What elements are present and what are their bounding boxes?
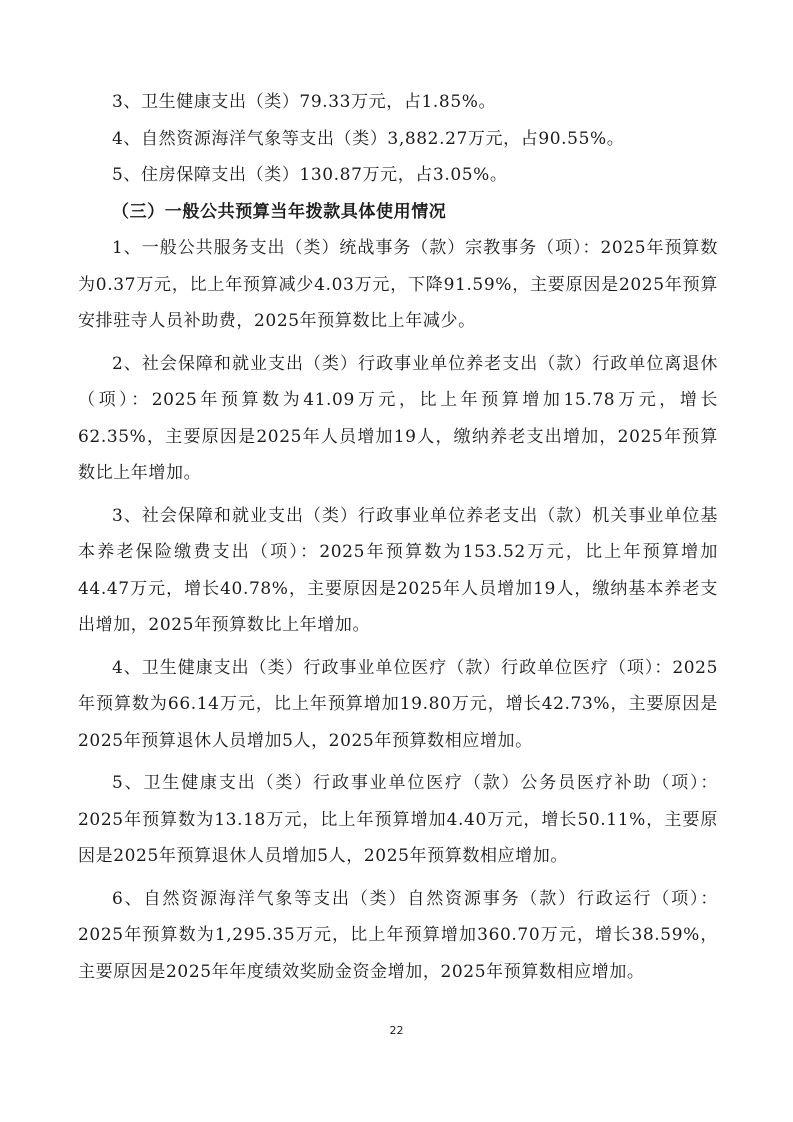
paragraph-natural-resources-share: 4、自然资源海洋气象等支出（类）3,882.27万元，占90.55%。 [112,128,625,149]
item-civil-servant-medical-subsidy: 5、卫生健康支出（类）行政事业单位医疗（款）公务员医疗补助（项）：2025年预算数为13.18万元，比上年预算增加4.40万元，增长50.11%，主要原因是2025年预算退休人员增加5人，2025年预算数相应增加。 [78,773,718,866]
document-body [78,84,718,990]
item-admin-medical: 4、卫生健康支出（类）行政事业单位医疗（款）行政单位医疗（项）：2025年预算数为66.14万元，比上年预算增加19.80万元，增长42.73%，主要原因是2025年预算退休人员增加5人，2025年预算数相应增加。 [78,657,718,751]
paragraph-housing-share: 5、住房保障支出（类）130.87万元，占3.05%。 [112,165,508,185]
item-natural-resources-operation: 6、自然资源海洋气象等支出（类）自然资源事务（款）行政运行（项）：2025年预算数为1,295.35万元，比上年预算增加360.70万元，增长38.59%，主要原因是2025年年度绩效奖励金资金增加，2025年预算数相应增加。 [78,888,718,982]
item-religious-affairs: 1、一般公共服务支出（类）统战事务（款）宗教事务（项）：2025年预算数为0.37万元，比上年预算减少4.03万元，下降91.59%，主要原因是2025年预算安排驻寺人员补助费，2025年预算数比上年减少。 [78,238,718,331]
section-heading: （三）一般公共预算当年拨款具体使用情况 [112,201,447,222]
paragraph-health-expenditure-share: 3、卫生健康支出（类）79.33万元，占1.85%。 [112,92,497,112]
item-pension-insurance: 3、社会保障和就业支出（类）行政事业单位养老支出（款）机关事业单位基本养老保险缴费支出（项）：2025年预算数为153.52万元，比上年预算增加44.47万元，增长40.78%，主要原因是2025年人员增加19人，缴纳基本养老支出增加，2025年预算数比上年增加。 [78,505,718,635]
item-admin-retirement: 2、社会保障和就业支出（类）行政事业单位养老支出（款）行政单位离退休（项）：2025年预算数为41.09万元，比上年预算增加15.78万元，增长62.35%，主要原因是2025年人员增加19人，缴纳养老支出增加，2025年预算数比上年增加。 [78,353,718,483]
page-number: 22 [389,1024,404,1037]
